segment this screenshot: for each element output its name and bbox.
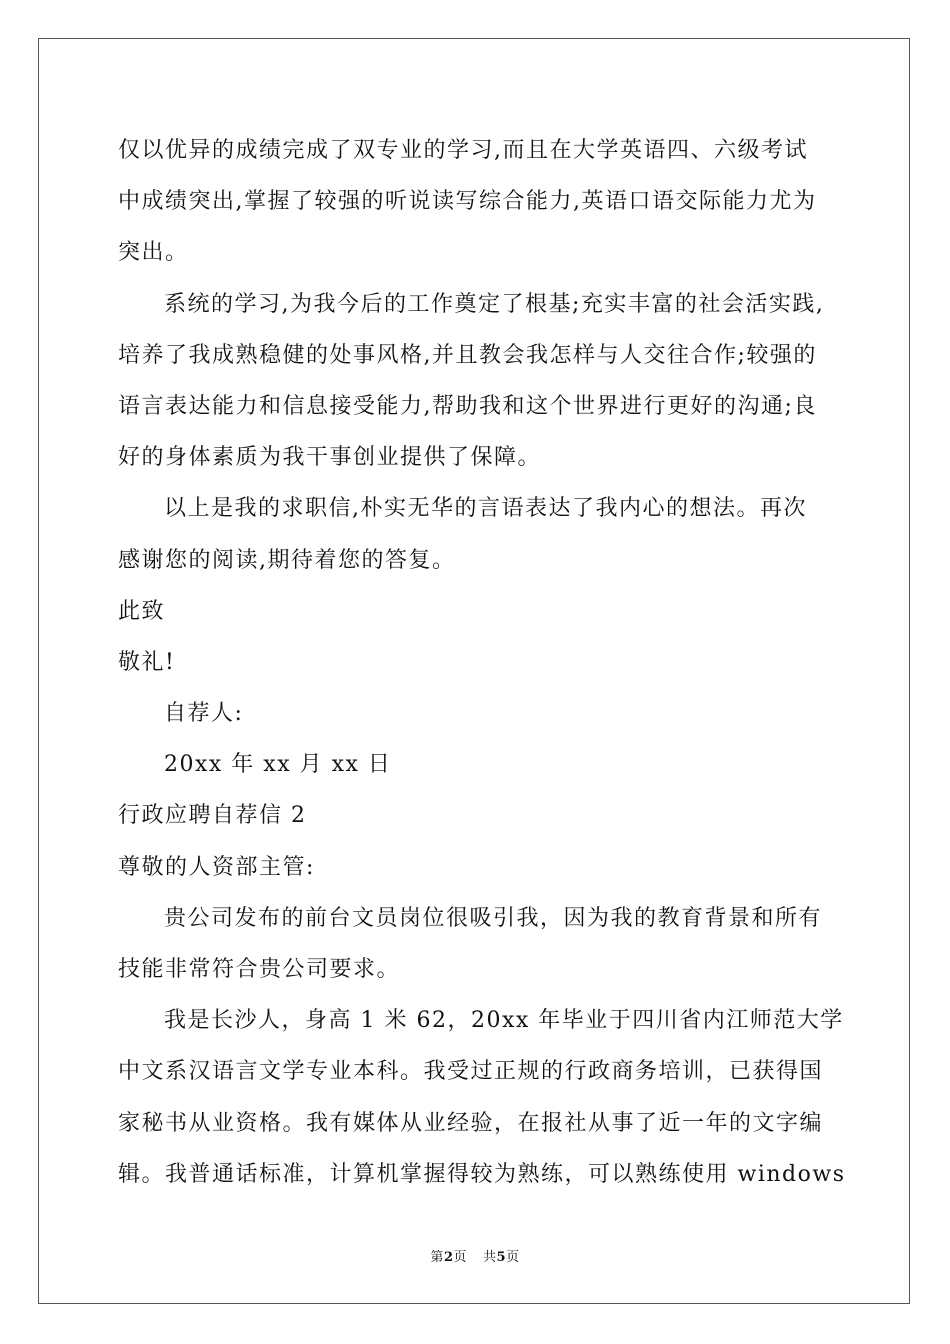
paragraph-line: 辑。我普通话标准，计算机掌握得较为熟练，可以熟练使用 windows [118, 1161, 846, 1187]
paragraph-line: 感谢您的阅读,期待着您的答复。 [118, 547, 456, 573]
page-number-prefix: 第 [430, 1250, 444, 1265]
page-total-prefix: 共 [483, 1250, 497, 1265]
section-title: 行政应聘自荐信 2 [118, 803, 307, 829]
document-body [118, 131, 846, 1206]
paragraph-line: 好的身体素质为我干事创业提供了保障。 [118, 445, 542, 471]
paragraph-line: 贵公司发布的前台文员岗位很吸引我，因为我的教育背景和所有 [164, 905, 823, 931]
page-total: 5 [496, 1250, 507, 1265]
letter-greeting: 尊敬的人资部主管: [118, 854, 315, 880]
page-footer [0, 1246, 950, 1265]
closing-salutation: 此致 [118, 598, 166, 624]
paragraph-line: 以上是我的求职信,朴实无华的言语表达了我内心的想法。再次 [164, 496, 807, 522]
paragraph-line: 家秘书从业资格。我有媒体从业经验，在报社从事了近一年的文字编 [118, 1110, 824, 1136]
page-number-current: 2 [443, 1250, 454, 1265]
paragraph-line: 中文系汉语言文学专业本科。我受过正规的行政商务培训，已获得国 [118, 1059, 824, 1085]
signature-label: 自荐人: [164, 701, 244, 727]
paragraph-line: 技能非常符合贵公司要求。 [118, 957, 401, 982]
paragraph-line: 语言表达能力和信息接受能力,帮助我和这个世界进行更好的沟通;良 [118, 393, 817, 419]
paragraph-line: 我是长沙人，身高 1 米 62，20xx 年毕业于四川省内江师范大学 [164, 1008, 844, 1034]
closing-regards: 敬礼! [118, 649, 176, 675]
page-total-suffix: 页 [506, 1250, 520, 1265]
signature-date: 20xx 年 xx 月 xx 日 [164, 752, 392, 778]
paragraph-line: 突出。 [118, 240, 189, 266]
paragraph-line: 仅以优异的成绩完成了双专业的学习,而且在大学英语四、六级考试 [118, 138, 808, 163]
paragraph-line: 系统的学习,为我今后的工作奠定了根基;充实丰富的社会活实践, [164, 291, 825, 317]
paragraph-line: 中成绩突出,掌握了较强的听说读写综合能力,英语口语交际能力尤为 [118, 189, 817, 215]
page-number-suffix: 页 [453, 1250, 467, 1265]
paragraph-line: 培养了我成熟稳健的处事风格,并且教会我怎样与人交往合作;较强的 [118, 342, 817, 368]
